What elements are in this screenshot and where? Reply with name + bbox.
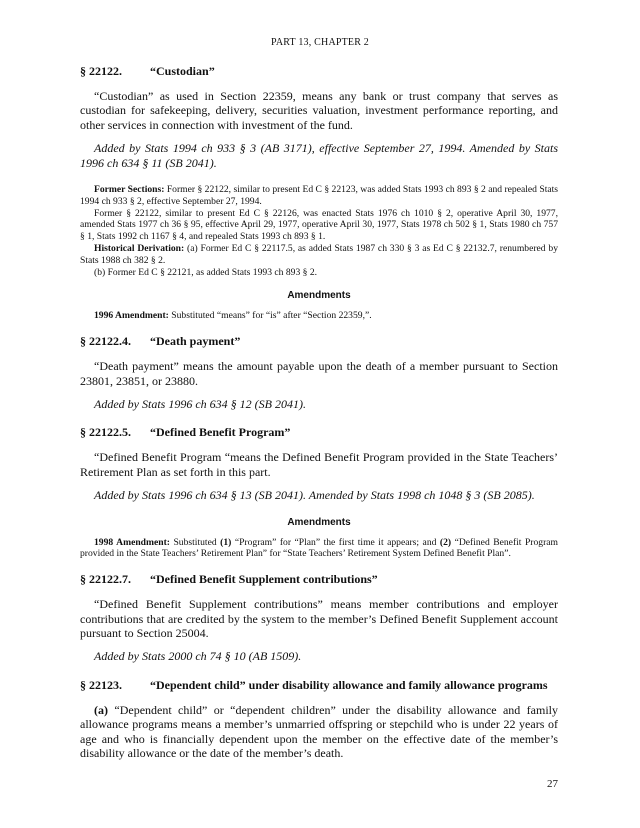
- section-heading-22122-4: [80, 334, 558, 349]
- section-title: “Custodian”: [150, 64, 215, 78]
- historical-derivation-label: Historical Derivation:: [94, 243, 185, 255]
- section-title: “Defined Benefit Supplement contributions”: [150, 572, 378, 587]
- section-body: “Custodian” as used in Section 22359, means any bank or trust company that serves as custodian for safekeeping, delivery, securities valuation, investment performance reporting, and other services in connection with investment of the fund.: [80, 89, 558, 132]
- history-note: Added by Stats 1994 ch 933 § 3 (AB 3171), effective September 27, 1994. Amended by Stats 1996 ch 634 § 11 (SB 2041).: [80, 141, 558, 170]
- section-heading-22122: [80, 64, 558, 79]
- section-body: “Defined Benefit Program “means the Defined Benefit Program provided in the State Teachers’ Retirement Plan as set forth in this part.: [80, 450, 558, 479]
- subdivision-text: “Dependent child” or “dependent children” under the disability allowance and family allowance programs means a member’s unmarried offspring or stepchild who is under 22 years of age and who is financially dependent upon the member on the effective date of the member’s disability allowance or the date of the member’s death.: [80, 702, 558, 761]
- subdivision-label: (a): [94, 702, 108, 717]
- amendment-item-2: (2): [439, 536, 452, 548]
- former-sections-para-2: Former § 22122, similar to present Ed C § 22126, was enacted Stats 1976 ch 1010 § 2, operative April 30, 1977, amended Stats 1977 ch 36 § 95, effective April 29, 1977, operative April 30, 1977, Stats 1978 ch 502 § 1, Stats 1980 ch 757 § 1, Stats 1992 ch 1167 § 4, and repealed Stats 1993 ch 893 § 1.: [80, 207, 558, 243]
- section-body: “Death payment” means the amount payable upon the death of a member pursuant to Section 23801, 23851, or 23880.: [80, 359, 558, 388]
- historical-derivation-para: [80, 243, 558, 267]
- section-title: “Defined Benefit Program”: [150, 425, 291, 440]
- section-body: “Defined Benefit Supplement contributions” means member contributions and employer contributions that are credited by the system to the member’s Defined Benefit Supplement account pursuant to Section 25004.: [80, 597, 558, 641]
- former-sections-para-1: [80, 184, 558, 208]
- amendment-text: Substituted: [169, 536, 221, 548]
- section-title: “Dependent child” under disability allowance and family allowance programs: [150, 677, 548, 692]
- former-sections-note: [80, 184, 558, 278]
- history-note: Added by Stats 1996 ch 634 § 12 (SB 2041).: [94, 397, 306, 412]
- section-heading-22122-7: [80, 572, 558, 587]
- history-note: Added by Stats 2000 ch 74 § 10 (AB 1509).: [94, 649, 302, 664]
- section-body: [80, 703, 558, 761]
- amendments-heading: Amendments: [287, 290, 351, 302]
- section-number: § 22122.5.: [80, 425, 131, 440]
- former-sections-label: Former Sections:: [94, 184, 165, 196]
- historical-derivation-b: (b) Former Ed C § 22121, as added Stats 1993 ch 893 § 2.: [94, 266, 318, 278]
- amendment-para: [80, 537, 558, 561]
- amendment-item-1: (1): [220, 536, 232, 548]
- amendment-para: [80, 310, 558, 322]
- former-sections-text: Former § 22122, similar to present Ed C § 22123, was added Stats 1993 ch 893 § 2 and repealed Stats 1994 ch 933 § 2, effective September 27, 1994.: [80, 184, 559, 207]
- amendment-text: “Program” for “Plan” the first time it appears; and: [231, 536, 440, 548]
- amendment-label: 1998 Amendment:: [94, 536, 170, 548]
- amendment-note: [80, 537, 558, 561]
- section-number: § 22122.7.: [80, 572, 131, 587]
- section-number: § 22122.4.: [80, 334, 131, 349]
- amendment-text: “Defined Benefit Program provided in the State Teachers’ Retirement Plan” for “State Teachers’ Retirement System Defined Benefit Plan”.: [80, 536, 558, 560]
- section-heading-22123: [80, 678, 558, 693]
- amendment-text: Substituted “means” for “is” after “Section 22359,”.: [168, 310, 372, 322]
- amendment-note: [80, 310, 558, 322]
- running-header: PART 13, CHAPTER 2: [270, 37, 370, 48]
- section-number: § 22122.: [80, 64, 122, 78]
- historical-derivation-text: (a) Former Ed C § 22117.5, as added Stats 1987 ch 330 § 3 as Ed C § 22132.7, renumbered by Stats 1988 ch 382 § 2.: [80, 243, 558, 266]
- amendment-label: 1996 Amendment:: [94, 310, 169, 322]
- history-note: Added by Stats 1996 ch 634 § 13 (SB 2041). Amended by Stats 1998 ch 1048 § 3 (SB 2085).: [94, 488, 535, 503]
- section-number: § 22123.: [80, 677, 122, 692]
- section-title: “Death payment”: [150, 334, 241, 349]
- amendments-heading: Amendments: [287, 516, 351, 528]
- page-number: 27: [547, 778, 558, 790]
- page-content: [80, 64, 558, 769]
- section-heading-22122-5: [80, 425, 558, 440]
